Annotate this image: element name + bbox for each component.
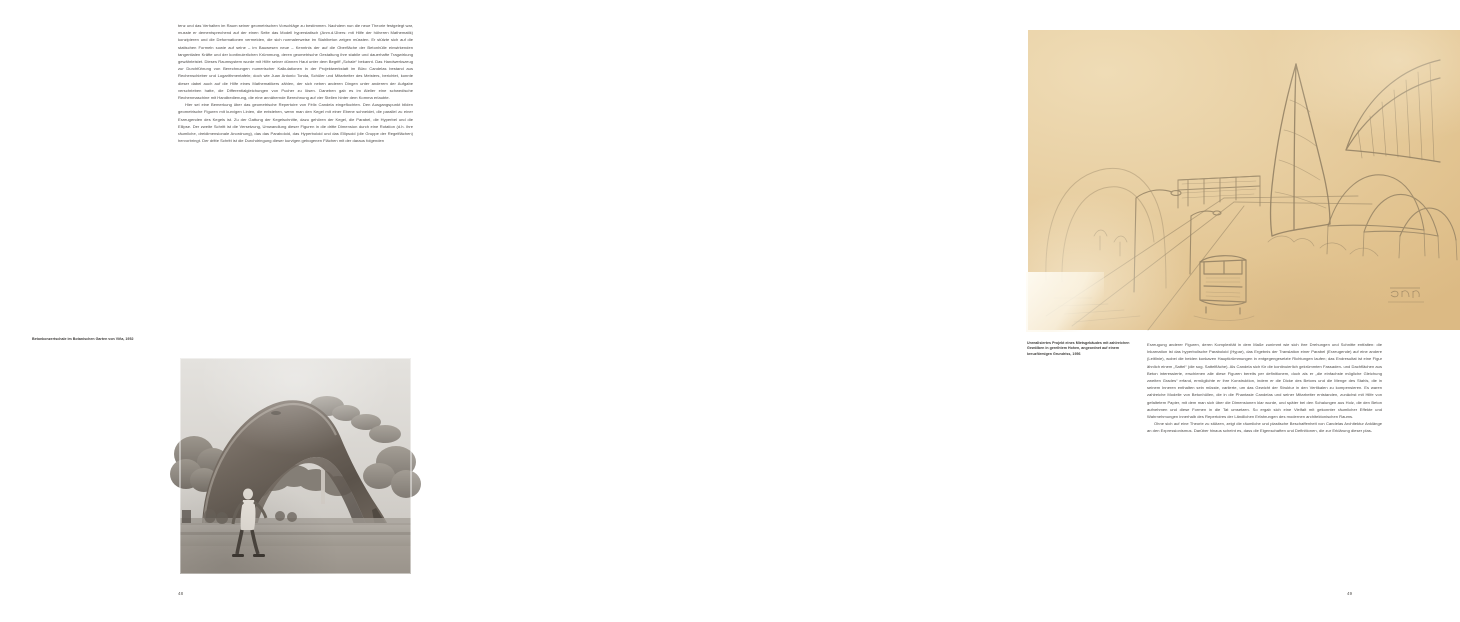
right-body-paragraph-2: Ohne sich auf eine Theorie zu stützen, zeigt die räumliche und plastische Beschaffenheit von Candelas Architektur Anklänge an den Expressionismus. Darüber hinaus scheint es, dass die Eigenschaften und Definitionen, die zur Erklärung dieser plas- bbox=[1147, 421, 1382, 434]
right-page bbox=[500, 0, 1382, 622]
right-page-figure-caption: Unrealisiertes Projekt eines Mietsgebäudes mit zahlreichen Gewölben in gereihtem Hohen, angeordnet auf einem kreuzförmigen Grundriss, 1956 bbox=[1027, 341, 1130, 356]
sketch-artwork bbox=[1028, 30, 1460, 330]
right-page-folio: 49 bbox=[1347, 591, 1353, 596]
left-body-paragraph-2: Hier sei eine Bemerkung über das geometrische Repertoire von Félix Candela eingeflochten. Den Ausgangspunkt bilden geometrische Figuren mit kurvigen Linien, die entstehen, wenn man den Kegel mit einer Ebene schneidet, die parallel zu einer Erzeugenden des Kegels ist. Zu der Gattung der Kegelschnitte, dazu gehören der Kegel, die Parabel, die Hyperbel und die Ellipse. Der zweite Schritt ist die Versetzung, Umwandlung dieser Figuren in die dritte Dimension durch eine Rotation (d.h. ihre räumliche, dreidimensionale Anordnung), das das Paraboloid, das Hyperboloid und das Ellipsoid (die Gruppe der Regelflächen) hervorbringt. Der dritte Schritt ist die Durchdringung dieser kurvigen gebogenen Flächen mit der daraus folgenden bbox=[178, 102, 413, 144]
right-page-body-text bbox=[1147, 341, 1382, 435]
vaulted-housing-perspective-sketch bbox=[1028, 30, 1460, 330]
left-page-folio: 48 bbox=[178, 591, 184, 596]
left-page-body-text bbox=[178, 22, 413, 144]
left-page-figure-caption: Betonkonzertschale im Botanischen Garten von Viña, 1952 bbox=[32, 337, 134, 341]
concrete-shell-bandshell-photo bbox=[180, 358, 411, 574]
right-body-paragraph-1: Erzeugung anderer Figuren, deren Komplexität in dem Maße zunimmt wie sich ihre Drehungen und Schnitte entfalten: die Inkarnation ist das hyperbolische Paraboloid (Hypar), das Ergebnis der Translation einer Parabel (Erzeugende) auf eine andere (Leitlinie), wobei die beiden konkaven Hauptkrümmungen in entgegengesetzte Richtungen laufen; das Endresultat ist eine Figur ähnlich einem „Sattel“ (die sog. Sattelfläche). Als Candela sich für die kontinuierlich gekrümmten Fassaden- und Dachflächen aus Beton interessierte, erschienen alle diese Figuren bereits per definitionem, doch als er „die einfachste mögliche Gleichung zweiten Grades“ erfand, ermöglichte er ihre Konstruktion, indem er die Dicke des Betons und die Menge des Stahls, die in seinem Inneren enthalten sein müsste, variierte, um das Gewicht der Struktur in den Vertikalen zu kompensieren. Es waren zahlreiche Modelle von Betonhüllen, die in die Phantasie Candelas und seiner Mitarbeiter entstanden, zunächst mit Hilfe von gefaltetem Papier, mit dem man sich über die Dimensionen klar wurde, und später bei den Schalungen aus Holz, die den Beton aufnehmen und diese Formen in die Tat umsetzen. So ergab sich eine Vielfalt mit gekonnter räumlicher Effekte und Wahrnehmungen innerhalb des Repertoires der Ländlichen Erfahrungen des modernen architektonischen Raums. bbox=[1147, 342, 1382, 420]
photo-artwork bbox=[180, 358, 411, 574]
sketch-annotation bbox=[1388, 288, 1424, 302]
left-page bbox=[0, 0, 500, 622]
left-body-paragraph-1: tenz und das Verhalten im Raum seiner geometrischen Vorschläge zu bestimmen. Nachdem nun die neue Theorie festgelegt war, musste er dementsprechend auf der einen Seite das Modell hyperstatisch (Anm.d.Übers: mit Hilfe der höheren Mathematik) konzipieren und die Deformationen vermeiden, die sich normalerweise im Stahlbeton zeigen müssten. Er stützte sich auf die statischen Formeln sowie auf seine – im Bauwesen neue – Kenntnis der auf die Oberfläche der Betonhülle einwirkenden tangentialen Kräfte und der kontinuierlichen Krümmung, deren geometrische Gestaltung ihre stabile und dauerhafte Tragwirkung gewährleistet. Dieses Raumsystem wurde mit Hilfe seiner dünnen Haut unter dem Begriff „Schale“ bekannt. Das Handwerkszeug zur Durchführung von Berechnungen numerischer Kalkulationen in der Projektwerkstatt im Büro Candelas bestand aus Rechenschieber und Logarithmentafeln; doch wie Juan Antonio Tonda, Schüler und Mitarbeiter des Meisters, berichtet, konnte dieser dabei auch auf die Hilfe eines Mathematikers zählen, der sich neben anderen Dingen unter anderem der Aufgabe verschrieben hatte, die Differentialgleichungen von Pucher zu lösen. Daneben gab es im Atelier eine schwedische Rechenmaschine mit Handbedienung, die eine annähernde Berechnung auf vier Stellen hinter dem Komma erlaubte. bbox=[178, 23, 413, 101]
